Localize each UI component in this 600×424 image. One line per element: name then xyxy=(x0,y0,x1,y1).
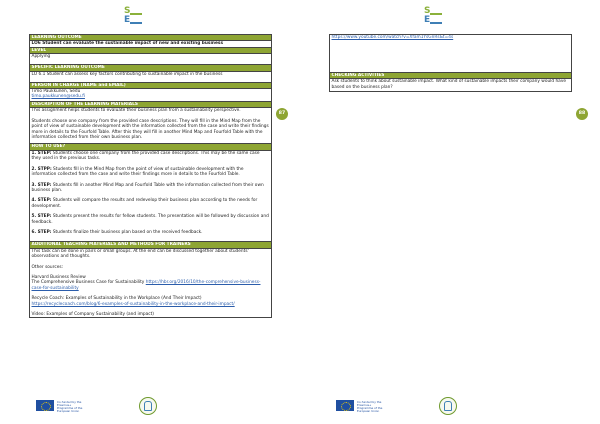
howto-cell xyxy=(30,150,272,241)
specific-outcome-label: SPECIFIC LEARNING OUTCOME xyxy=(30,65,272,71)
partner-logo-icon xyxy=(139,397,157,415)
person-email-link[interactable]: timo.paukkunen@sedu.fi xyxy=(31,94,85,100)
person-name: Timo Paukkunen, Sedu xyxy=(31,89,81,95)
description-label: DESCRIPTION OF THE LEARNING MATERIALS xyxy=(30,102,272,108)
eu-flag-icon xyxy=(336,400,354,411)
src1-link[interactable]: https://hbr.org/2016/10/the-comprehensive-business-case-for-sustainability xyxy=(31,280,261,291)
src1: The Comprehensive Business Case for Sustainability https://hbr.org/2016/10/the-comprehensive-business-case-for-sustainability xyxy=(31,280,261,291)
step-1: 1. STEP: Students choose one company from the provided case descriptions. This may be the same case they used in the previous tasks. xyxy=(31,150,260,162)
description-p2: Students choose one company from the provided case descriptions. They will fill in the Mind Map from the point of view of sustainable development with the information collected from the case and write their findings more in details to the Fourfold Table. After this they will fill in another Mind Map and Fourfold Table with the information collected from their own business plan. xyxy=(31,118,269,141)
step-2: 2. STPP: Students fill in the Mind Map from the point of view of sustainable development with the information collected from the case and write their findings more in details to the Fourfold Table. xyxy=(31,166,244,178)
eu-flag-icon xyxy=(36,400,54,411)
video-link-cell xyxy=(330,35,572,73)
additional-cell xyxy=(30,248,272,318)
person-label: PERSON IN CHARGE (NAME and EMAIL) xyxy=(30,82,272,88)
page-number-88: 88 xyxy=(576,108,588,120)
step-6: 6. STEP: Students finalize their business plan based on the received feedback. xyxy=(31,229,203,235)
description-cell xyxy=(30,108,272,144)
additional-p1: This task can be done in pairs or small groups. At the end can be discussed together about students' observations and thoughts. xyxy=(31,248,249,260)
left-footer xyxy=(36,396,276,414)
other-sources: Other sources: xyxy=(31,264,64,270)
eu-funding-text: Co-funded by the Erasmus+ Programme of the European Union xyxy=(357,400,383,413)
checking-value: Ask students to think about sustainable impact. What kind of sustainable impacts their company would have based on the business plan? xyxy=(330,79,572,92)
src1-title: Harvard Business Review xyxy=(31,274,86,280)
description-p1: This assignment helps students to evaluate their business plan from a sustainability perspective. xyxy=(31,108,241,114)
step-5: 5. STEP: Students present the results for fellow students. The presentation will be followed by discussion and feedback. xyxy=(31,214,269,225)
page-number-87: 87 xyxy=(276,108,288,120)
src2-link[interactable]: https://recyclecoach.com/blog/6-examples-of-sustainability-in-the-workplace-and-their-impact/ xyxy=(31,301,235,307)
right-page xyxy=(300,0,600,424)
howto-label: HOW TO USE? xyxy=(30,144,272,150)
specific-outcome-value: LO 6.1 Student can assess key factors contributing to sustainable impact in the business xyxy=(30,71,272,82)
project-logo: S E xyxy=(424,7,438,27)
level-label: LEVEL xyxy=(30,47,272,53)
learning-table xyxy=(29,34,272,318)
checking-label: CHECKING ACTIVITIES xyxy=(330,73,572,79)
eu-funding-text: Co-funded by the Erasmus+ Programme of the European Union xyxy=(57,400,83,413)
learning-outcome-label: LEARNING OUTCOME xyxy=(30,35,272,41)
src2-title: Recycle Coach: Examples of Sustainability in the Workplace (And Their Impact) xyxy=(31,296,202,302)
level-value: Applying xyxy=(30,54,272,65)
step-3: 3. STEP: Students fill in another Mind Map and Fourfold Table with the information collected from their own business plan. xyxy=(31,182,264,193)
right-footer xyxy=(336,396,576,414)
additional-label: ADDITIONAL TEACHING MATERIALS AND METHODS FOR TRAINERS xyxy=(30,242,272,248)
person-cell xyxy=(30,89,272,102)
project-logo: S E xyxy=(124,7,138,27)
continuation-table xyxy=(329,34,572,92)
learning-outcome-value: LO6 Student can evaluate the sustainable impact of new and existing business xyxy=(30,41,272,47)
src3-title: Video: Examples of Company Sustainability (and impact) xyxy=(31,312,154,317)
video-link[interactable]: https://www.youtube.com/watch?v=Xfam1YsGnRs&t=4s xyxy=(331,35,454,40)
partner-logo-icon xyxy=(439,397,457,415)
step-4: 4. STEP: Students will compare the results and redevelop their business plan according to the needs for development. xyxy=(31,198,258,209)
